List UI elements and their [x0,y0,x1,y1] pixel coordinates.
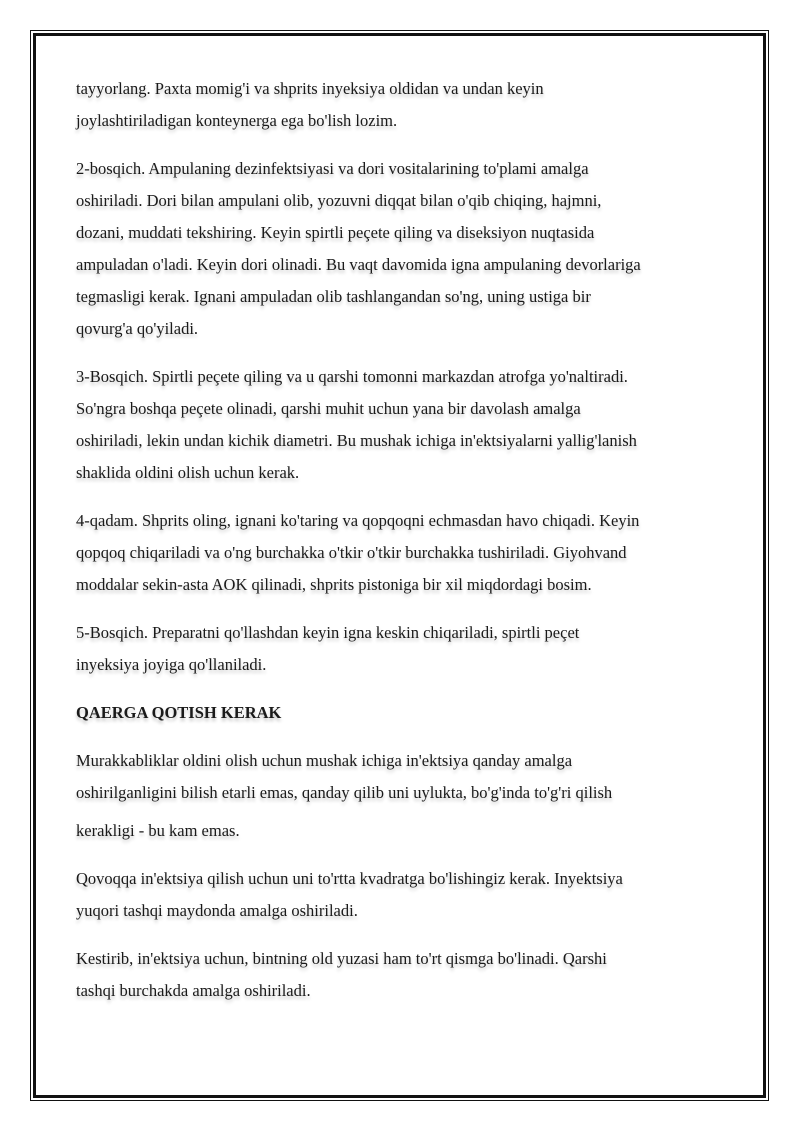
text-line: qopqoq chiqariladi va o'ng burchakka o'tkir o'tkir burchakka tushiriladi. Giyohvand [76,543,627,562]
text-line: kerakligi - bu kam emas. [76,821,240,840]
text-line: Kestirib, in'ektsiya uchun, bintning old yuzasi ham to'rt qismga bo'linadi. Qarshi [76,949,607,968]
text-line: 4-qadam. Shprits oling, ignani ko'taring va qopqoqni echmasdan havo chiqadi. Keyin [76,511,640,530]
paragraph-complications [76,745,726,847]
text-line: 2-bosqich. Ampulaning dezinfektsiyasi va dori vositalarining to'plami amalga [76,159,589,178]
text-line: 3-Bosqich. Spirtli peçete qiling va u qarshi tomonni markazdan atrofga yo'naltiradi. [76,367,628,386]
line-spacer [76,809,726,815]
paragraph-step-5 [76,617,726,681]
paragraph-intro [76,73,726,137]
paragraph-step-2 [76,153,726,345]
section-heading: QAERGA QOTISH KERAK [76,703,282,722]
text-line: oshiriladi. Dori bilan ampulani olib, yozuvni diqqat bilan o'qib chiqing, hajmni, [76,191,602,210]
text-line: oshiriladi, lekin undan kichik diametri. Bu mushak ichiga in'ektsiyalarni yallig'lanish [76,431,637,450]
text-line: Murakkabliklar oldini olish uchun mushak ichiga in'ektsiya qanday amalga [76,751,573,770]
paragraph-step-4 [76,505,726,601]
text-line: tayyorlang. Paxta momig'i va shprits inyeksiya oldidan va undan keyin [76,79,544,98]
paragraph-step-3 [76,361,726,489]
text-line: Qovoqqa in'ektsiya qilish uchun uni to'rtta kvadratga bo'lishingiz kerak. Inyektsiya [76,869,623,888]
text-line: 5-Bosqich. Preparatni qo'llashdan keyin igna keskin chiqariladi, spirtli peçet [76,623,580,642]
text-line: inyeksiya joyiga qo'llaniladi. [76,655,267,674]
text-line: ampuladan o'ladi. Keyin dori olinadi. Bu vaqt davomida igna ampulaning devorlariga [76,255,641,274]
document-body [76,73,726,1023]
text-line: oshirilganligini bilish etarli emas, qanday qilib uni uylukta, bo'g'inda to'g'ri qilish [76,783,613,802]
text-line: tegmasligi kerak. Ignani ampuladan olib tashlangandan so'ng, uning ustiga bir [76,287,591,306]
text-line: qovurg'a qo'yiladi. [76,319,199,338]
paragraph-buttock [76,863,726,927]
paragraph-thigh [76,943,726,1007]
text-line: joylashtiriladigan konteynerga ega bo'lish lozim. [76,111,398,130]
text-line: tashqi burchakda amalga oshiriladi. [76,981,311,1000]
text-line: shaklida oldini olish uchun kerak. [76,463,300,482]
text-line: dozani, muddati tekshiring. Keyin spirtli peçete qiling va diseksiyon nuqtasida [76,223,595,242]
text-line: So'ngra boshqa peçete olinadi, qarshi muhit uchun yana bir davolash amalga [76,399,581,418]
text-line: moddalar sekin-asta AOK qilinadi, shprits pistoniga bir xil miqdordagi bosim. [76,575,592,594]
text-line: yuqori tashqi maydonda amalga oshiriladi. [76,901,358,920]
